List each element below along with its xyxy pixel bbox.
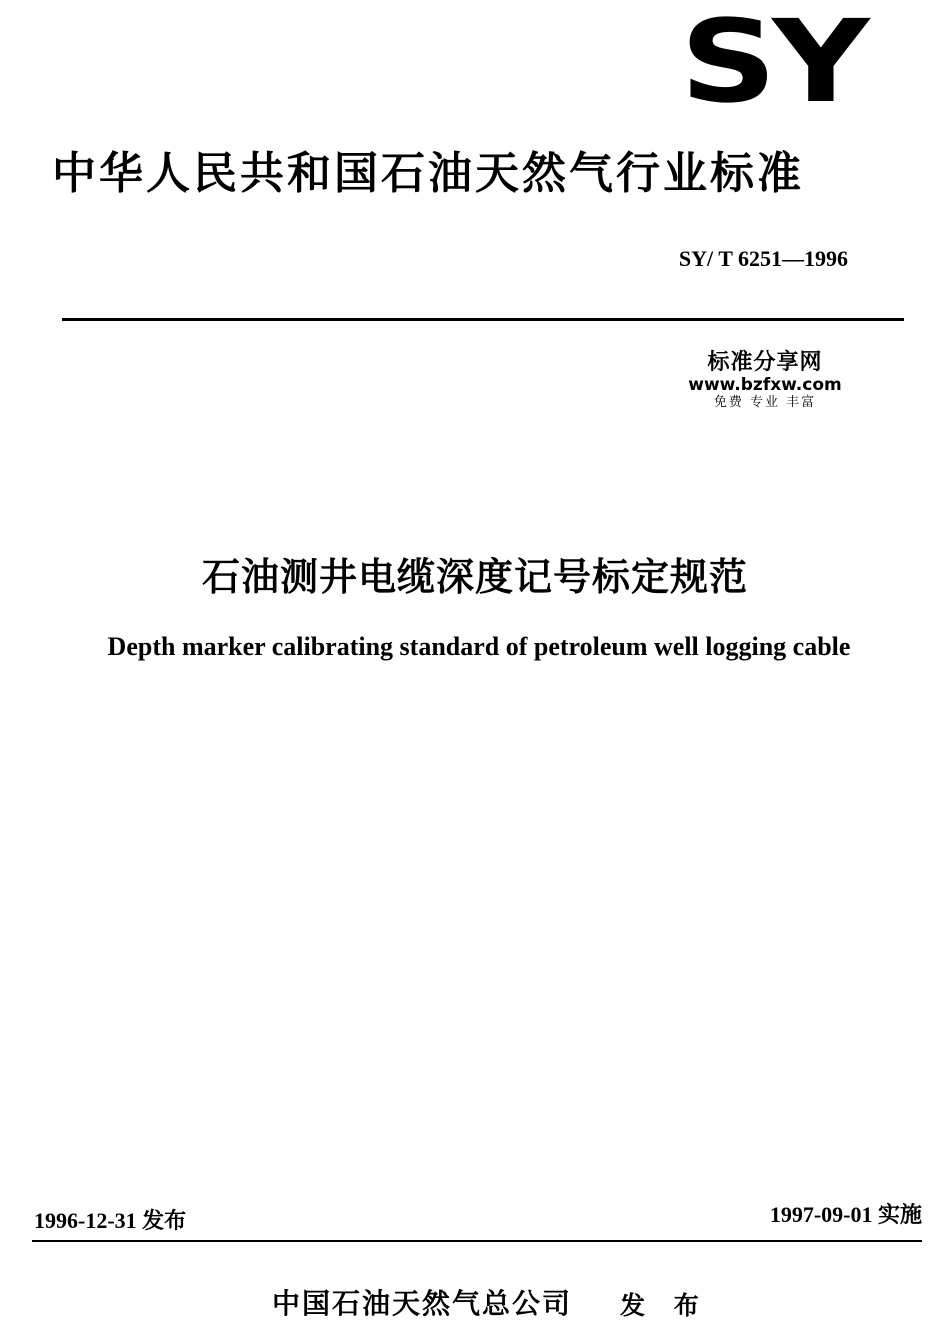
issue-date: 1996-12-31 发布: [34, 1208, 187, 1233]
standard-code: SY/ T 6251—1996: [678, 246, 848, 271]
watermark-slogan: 免费 专业 丰富: [713, 395, 817, 410]
watermark-stamp: [660, 352, 870, 409]
implementation-date: 1997-09-01 实施: [769, 1202, 922, 1227]
sy-logo: SY: [680, 0, 865, 128]
sector-standard-title: 中华人民共和国石油天然气行业标准: [52, 148, 804, 199]
issuer-action-label: 发 布: [620, 1291, 709, 1320]
watermark-title: 标准分享网: [707, 350, 823, 375]
footer-divider: [32, 1240, 922, 1242]
document-title-chinese: 石油测井电缆深度记号标定规范: [201, 555, 748, 599]
watermark-url: www.bzfxw.com: [688, 375, 842, 395]
issuing-organization: 中国石油天然气总公司: [272, 1287, 573, 1320]
document-title-english: Depth marker calibrating standard of petroleum well logging cable: [107, 632, 851, 661]
header-divider: [62, 318, 904, 321]
